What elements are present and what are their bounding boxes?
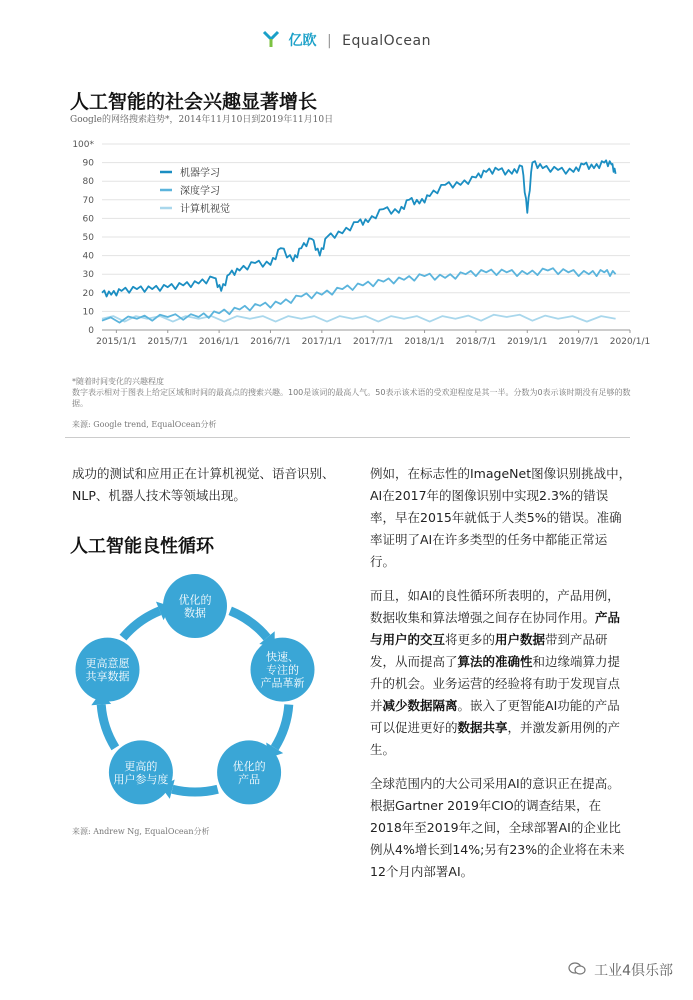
- y-tick-label: 80: [82, 177, 94, 188]
- cycle-node-label: 共享数据: [85, 670, 130, 684]
- note-title: *随着时间变化的兴趣程度: [72, 377, 164, 386]
- series-line-深度学习: [102, 268, 616, 322]
- x-axis-ticks: [96, 330, 650, 347]
- y-tick-label: 30: [82, 270, 94, 281]
- cycle-node-label: 数据: [184, 606, 206, 620]
- y-tick-label: 90: [82, 158, 94, 169]
- p2-k: ，并激发新用例的产生。: [370, 720, 621, 757]
- logo-separator: |: [326, 33, 332, 49]
- chart-source: 来源: Google trend, EqualOcean分析: [72, 420, 217, 429]
- p2-a: 而且，如AI的良性循环所表明的，产品用例，数据收集和算法增强之间存在协同作用。: [370, 588, 620, 625]
- p2-bold-isolation: 减少数据隔离: [382, 698, 458, 713]
- p2-g: 和边缘端算力提升的机会。业务运营的经验将有助于发现盲点并: [370, 654, 621, 713]
- x-tick-label: 2016/7/1: [250, 337, 291, 347]
- watermark: [568, 960, 673, 980]
- legend-label: 机器学习: [180, 168, 220, 179]
- x-tick-label: 2015/7/1: [147, 337, 188, 347]
- legend-label: 计算机视觉: [180, 204, 230, 215]
- virtuous-cycle-diagram: [70, 580, 320, 820]
- x-tick-label: 2017/7/1: [352, 337, 394, 347]
- note-body: 数字表示相对于图表上给定区域和时间的最高点的搜索兴趣。100是该词的最高人气。50表示该术语的受欢迎程度是其一半。分数为0表示该时期没有足够的数据。: [72, 388, 631, 408]
- chart-series: [102, 160, 616, 322]
- y-tick-label: 10: [82, 307, 94, 318]
- cycle-node-label: 优化的: [232, 759, 266, 773]
- cycle-arrow: [230, 611, 267, 638]
- cycle-node-label: 更高的: [124, 759, 158, 773]
- trend-line-chart: [60, 130, 651, 350]
- logo-cn-text: 亿欧: [288, 33, 317, 49]
- x-tick-label: 2019/7/1: [558, 337, 599, 347]
- divider: [65, 437, 630, 438]
- cycle-node-label: 用户参与度: [113, 772, 169, 786]
- x-tick-label: 2019/1/1: [507, 337, 548, 347]
- legend-label: 深度学习: [180, 186, 220, 197]
- p2-e: 带到产品研发，从而提高了: [370, 632, 608, 669]
- cycle-source: 来源: Andrew Ng, EqualOcean分析: [72, 827, 210, 836]
- p2-c: 将更多的: [445, 632, 496, 647]
- equalocean-logo-icon: [262, 30, 280, 52]
- watermark-text: 工业4俱乐部: [594, 963, 673, 979]
- cycle-node-label: 优化的: [178, 593, 212, 607]
- cycle-node-label: 专注的: [266, 663, 299, 677]
- x-tick-label: 2016/1/1: [198, 337, 240, 347]
- cycle-node-label: 快速、: [266, 650, 299, 664]
- p2-bold-user-data: 用户数据: [495, 632, 546, 647]
- cycle-node-label: 更高意愿: [85, 657, 130, 671]
- x-tick-label: 2018/1/1: [404, 337, 445, 347]
- p2-bold-sharing: 数据共享: [457, 720, 508, 735]
- x-tick-label: 2015/1/1: [96, 337, 137, 347]
- p2-bold-interaction: 产品与用户的交互: [370, 610, 621, 647]
- x-tick-label: 2020/1/1: [609, 337, 651, 347]
- left-paragraph: 成功的测试和应用正在计算机视觉、语音识别、NLP、机器人技术等领域出现。: [72, 466, 335, 503]
- chart-notes: [72, 376, 632, 409]
- cycle-heading: 人工智能良性循环: [70, 536, 214, 557]
- section-title: 人工智能的社会兴趣显著增长: [70, 91, 318, 113]
- y-tick-label: 0: [88, 326, 94, 336]
- logo-en-text: EqualOcean: [342, 33, 431, 49]
- cycle-arrow: [101, 705, 115, 748]
- wechat-icon: [568, 962, 586, 980]
- cycle-nodes: [76, 574, 315, 804]
- chart-subtitle: Google的网络搜索趋势*，2014年11月10日到2019年11月10日: [70, 115, 334, 125]
- chart-legend: [160, 166, 230, 215]
- p2-i: 。嵌入了更智能AI功能的产品可以促进更好的: [370, 698, 620, 735]
- right-paragraph-2: [370, 585, 632, 761]
- y-tick-label: 100*: [72, 140, 94, 150]
- right-column: [370, 463, 632, 895]
- y-tick-label: 60: [82, 214, 94, 225]
- cycle-arrow: [172, 789, 217, 792]
- cycle-node-label: 产品革新: [260, 676, 305, 690]
- right-paragraph-1: 例如，在标志性的ImageNet图像识别挑战中，AI在2017年的图像识别中实现2.3%的错误率，早在2015年就低于人类5%的错误。准确率证明了AI在许多类型的任务中都能正常运行。: [370, 466, 632, 569]
- header-logo: [0, 30, 693, 52]
- cycle-node-label: 产品: [238, 772, 261, 786]
- y-tick-label: 70: [82, 195, 94, 206]
- y-tick-label: 50: [82, 233, 94, 243]
- p2-bold-accuracy: 算法的准确性: [457, 654, 533, 669]
- cycle-arrow: [123, 611, 160, 638]
- x-tick-label: 2018/7/1: [455, 337, 497, 347]
- x-tick-label: 2017/1/1: [301, 337, 343, 347]
- y-axis-ticks: [72, 140, 94, 336]
- y-tick-label: 20: [82, 288, 94, 299]
- cycle-arrow: [275, 705, 289, 748]
- y-tick-label: 40: [82, 251, 94, 262]
- right-paragraph-3: 全球范围内的大公司采用AI的意识正在提高。根据Gartner 2019年CIO的调查结果，在2018年至2019年之间，全球部署AI的企业比例从4%增长到14%;另有23%的企业将在未来12个月内部署AI。: [370, 776, 625, 879]
